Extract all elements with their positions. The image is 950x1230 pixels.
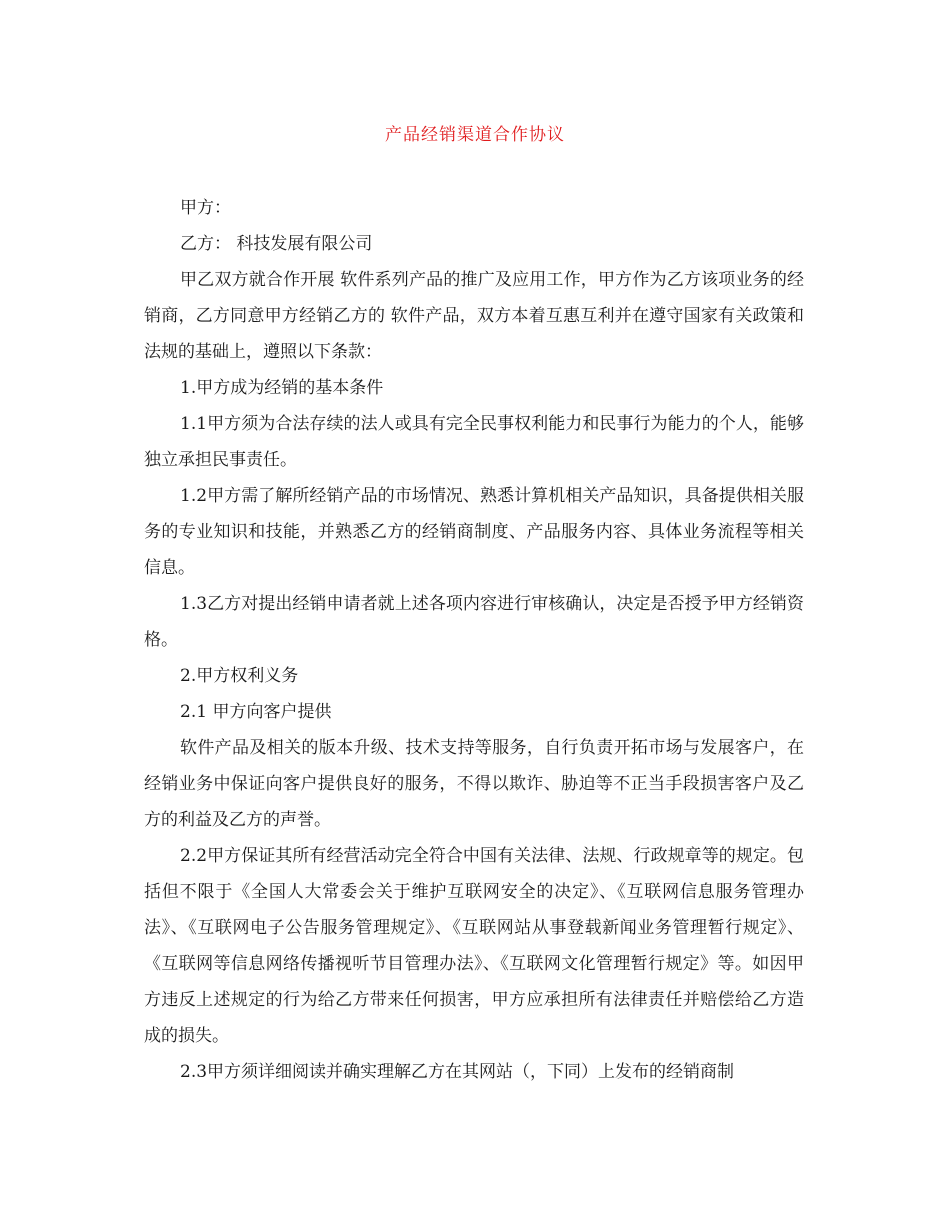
document-body <box>144 190 804 1090</box>
clause-2-3: 2.3甲方须详细阅读并确实理解乙方在其网站（，下同）上发布的经销商制 <box>180 1062 735 1082</box>
clause-1-1: 1.1甲方须为合法存续的法人或具有完全民事权利能力和民事行为能力的个人，能够独立承担民事责任。 <box>144 414 804 470</box>
clause-2-2: 2.2甲方保证其所有经营活动完全符合中国有关法律、法规、行政规章等的规定。包括但不限于《全国人大常委会关于维护互联网安全的决定》、《互联网信息服务管理办法》、《互联网电子公告服务管理规定》、《互联网站从事登载新闻业务管理暂行规定》、《互联网等信息网络传播视听节目管理办法》、《互联网文化管理暂行规定》等。如因甲方违反上述规定的行为给乙方带来任何损害，甲方应承担所有法律责任并赔偿给乙方造成的损失。 <box>144 846 804 1046</box>
clause-1-2: 1.2甲方需了解所经销产品的市场情况、熟悉计算机相关产品知识，具备提供相关服务的专业知识和技能，并熟悉乙方的经销商制度、产品服务内容、具体业务流程等相关信息。 <box>144 486 804 578</box>
clause-1-3: 1.3乙方对提出经销申请者就上述各项内容进行审核确认，决定是否授予甲方经销资格。 <box>144 594 804 650</box>
paragraph-party-b: 乙方： 科技发展有限公司 <box>180 234 373 254</box>
paragraph-intro: 甲乙双方就合作开展 软件系列产品的推广及应用工作，甲方作为乙方该项业务的经销商，乙方同意甲方经销乙方的 软件产品，双方本着互惠互利并在遵守国家有关政策和法规的基础上，遵照以下条款： <box>144 270 804 362</box>
heading-section-2: 2.甲方权利义务 <box>180 666 299 686</box>
paragraph-party-a: 甲方： <box>180 198 231 218</box>
clause-2-1-continued: 软件产品及相关的版本升级、技术支持等服务，自行负责开拓市场与发展客户，在经销业务中保证向客户提供良好的服务，不得以欺诈、胁迫等不正当手段损害客户及乙方的利益及乙方的声誉。 <box>144 738 804 830</box>
clause-2-1: 2.1 甲方向客户提供 <box>180 702 332 722</box>
document-title: 产品经销渠道合作协议 <box>385 125 565 145</box>
heading-section-1: 1.甲方成为经销的基本条件 <box>180 378 384 398</box>
